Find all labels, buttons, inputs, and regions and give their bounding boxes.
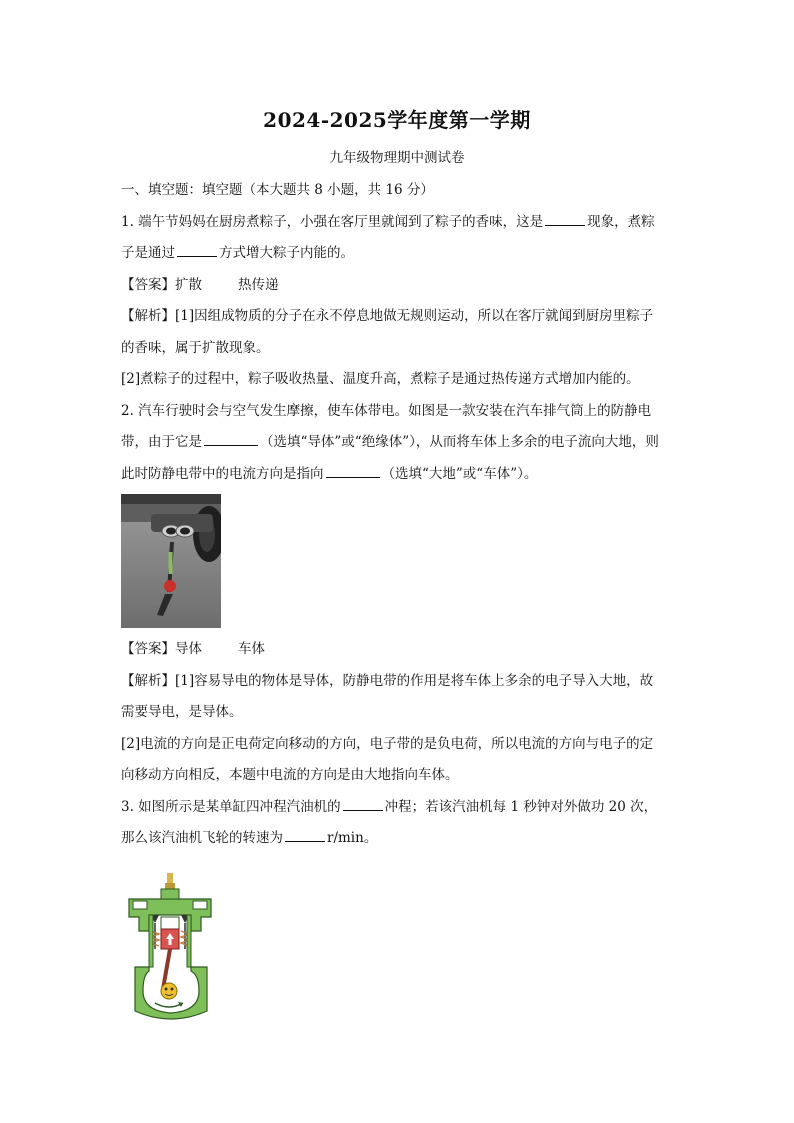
q2-answer-2: 车体 [238, 641, 265, 657]
q1-text-d: 方式增大粽子内能的。 [219, 245, 354, 261]
section-heading: 一、填空题：填空题（本大题共 8 小题，共 16 分） [121, 182, 434, 198]
q3-blank-2[interactable] [285, 840, 325, 842]
question-3-line-1 [121, 792, 677, 824]
q2-answer-1: 导体 [175, 641, 202, 657]
exhaust-antistatic-strap-photo [121, 494, 221, 628]
page-subtitle: 九年级物理期中测试卷 [329, 150, 465, 166]
q2-analysis-line-3: [2]电流的方向是正电荷定向移动的方向，电子带的是负电荷，所以电流的方向与电子的定 [121, 735, 654, 752]
q2-blank-2[interactable] [326, 476, 380, 478]
q1-analysis-line-1 [121, 301, 677, 333]
q3-text-d: r/min。 [327, 830, 378, 846]
q3-text-b: 冲程；若该汽油机每 1 秒钟对外做功 20 次， [384, 798, 658, 815]
analysis-label: 【解析】 [121, 672, 175, 689]
q3-text-a: 3. 如图所示是某单缸四冲程汽油机的 [121, 798, 341, 815]
q1-analysis-1a: [1]因组成物质的分子在永不停息地做无规则运动，所以在客厅就闻到厨房里粽子 [175, 308, 654, 324]
exam-content [121, 175, 677, 1021]
question-2-line-1: 2. 汽车行驶时会与空气发生摩擦，使车体带电。如图是一款安装在汽车排气筒上的防静电 [121, 402, 652, 419]
q2-text-e: （选填“大地”或“车体”）。 [381, 465, 538, 482]
q1-answer [121, 270, 677, 302]
q3-text-c: 那么该汽油机飞轮的转速为 [121, 830, 283, 846]
q1-analysis-line-2: 的香味，属于扩散现象。 [121, 339, 270, 356]
question-2-line-3 [121, 459, 677, 491]
q1-blank-1[interactable] [545, 224, 585, 226]
q1-answer-1: 扩散 [175, 276, 202, 293]
q1-answer-2: 热传递 [238, 276, 279, 293]
q2-analysis-1a: [1]容易导电的物体是导体，防静电带的作用是将车体上多余的电子导入大地，故 [175, 672, 654, 689]
q2-blank-1[interactable] [204, 444, 258, 446]
q1-blank-2[interactable] [177, 255, 217, 257]
answer-label: 【答案】 [121, 641, 175, 657]
q2-text-c: （选填“导体”或“绝缘体”），从而将车体上多余的电子流向大地，则 [260, 434, 659, 450]
analysis-label: 【解析】 [121, 308, 175, 324]
q1-text-b: 现象，煮粽 [587, 213, 655, 230]
q2-analysis-line-1 [121, 666, 677, 698]
q3-blank-1[interactable] [343, 809, 383, 811]
q2-analysis-line-4: 向移动方向相反，本题中电流的方向是由大地指向车体。 [121, 767, 459, 783]
page-title: 2024-2025学年度第一学期 [263, 108, 531, 132]
q1-text-a: 1. 端午节妈妈在厨房煮粽子，小强在客厅里就闻到了粽子的香味，这是 [121, 213, 544, 230]
q2-text-b: 带，由于它是 [121, 434, 202, 450]
q2-answer [121, 634, 677, 666]
question-3-line-2 [121, 823, 677, 855]
question-1-line-1 [121, 207, 677, 239]
q1-analysis-line-3: [2]煮粽子的过程中，粽子吸收热量、温度升高，煮粽子是通过热传递方式增加内能的。 [121, 371, 640, 387]
question-2-line-2 [121, 427, 677, 459]
q1-text-c: 子是通过 [121, 245, 175, 261]
q2-analysis-line-2: 需要导电，是导体。 [121, 704, 243, 720]
four-stroke-engine-diagram [125, 871, 217, 1021]
question-1-line-2 [121, 238, 677, 270]
answer-label: 【答案】 [121, 276, 175, 293]
q2-text-d: 此时防静电带中的电流方向是指向 [121, 465, 324, 482]
